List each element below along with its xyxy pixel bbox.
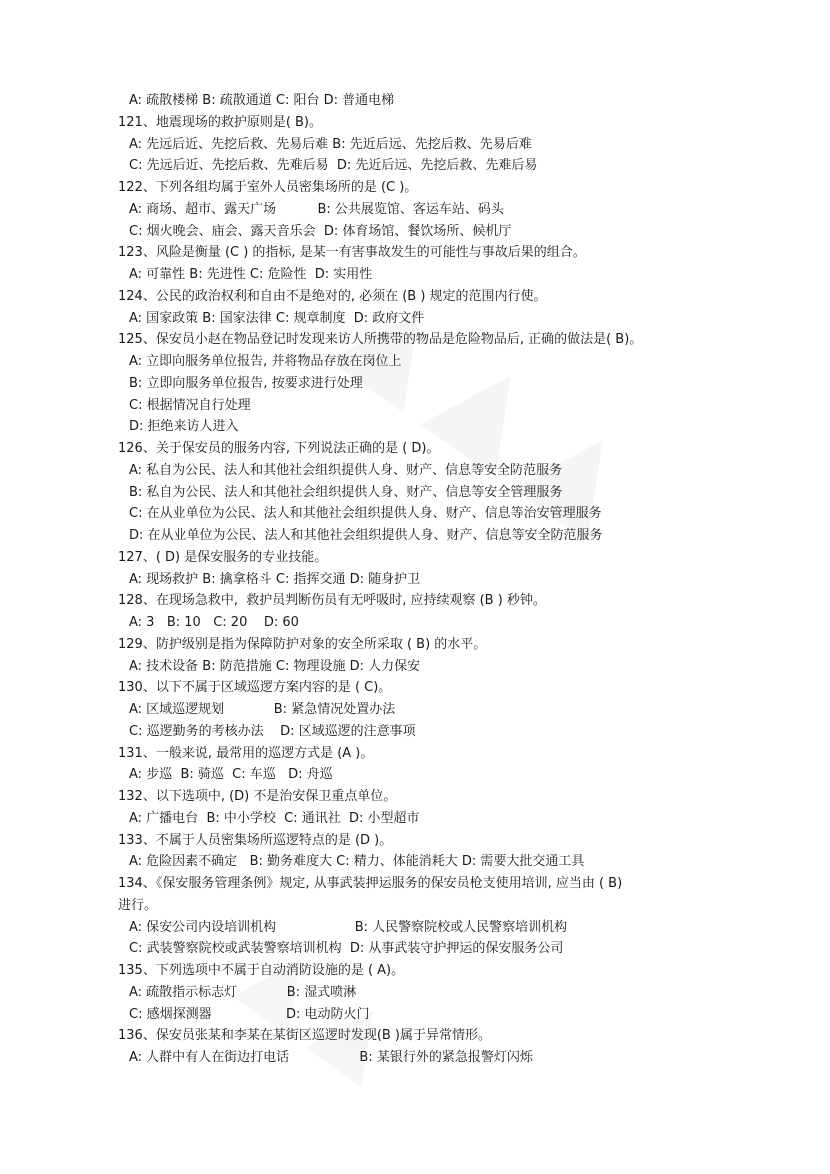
option-line: B: 立即向服务单位报告, 按要求进行处理 bbox=[129, 375, 363, 391]
option-line: A: 疏散楼梯 B: 疏散通道 C: 阳台 D: 普通电梯 bbox=[129, 93, 395, 108]
option-line: A: 技术设备 B: 防范措施 C: 物理设施 D: 人力保安 bbox=[129, 658, 421, 674]
option-line: C: 武装警察院校或武装警察培训机构 D: 从事武装守护押运的保安服务公司 bbox=[129, 941, 564, 957]
question-line: 131、一般来说, 最常用的巡逻方式是 (A )。 bbox=[118, 745, 374, 761]
option-line: C: 感烟探测器 D: 电动防火门 bbox=[129, 1006, 370, 1022]
question-line: 133、不属于人员密集场所巡逻特点的是 (D )。 bbox=[118, 832, 393, 848]
question-line: 135、下列选项中不属于自动消防设施的是 ( A)。 bbox=[118, 963, 405, 978]
option-line: C: 先远后近、先挖后救、先难后易 D: 先近后远、先挖后救、先难后易 bbox=[129, 158, 538, 174]
option-line: A: 3 B: 10 C: 20 D: 60 bbox=[129, 615, 299, 630]
document-body bbox=[118, 90, 818, 1069]
option-line: D: 拒绝来访人进入 bbox=[129, 419, 239, 435]
option-line: A: 步巡 B: 骑巡 C: 车巡 D: 舟巡 bbox=[129, 767, 333, 783]
option-line: A: 先远后近、先挖后救、先易后难 B: 先近后远、先挖后救、先易后难 bbox=[129, 136, 532, 152]
option-line: A: 疏散指示标志灯 B: 湿式喷淋 bbox=[129, 984, 357, 1000]
option-line: A: 现场救护 B: 擒拿格斗 C: 指挥交通 D: 随身护卫 bbox=[129, 571, 421, 587]
question-line: 123、风险是衡量 (C ) 的指标, 是某一有害事故发生的可能性与事故后果的组合。 bbox=[118, 245, 586, 261]
question-line: 进行。 bbox=[118, 897, 158, 913]
option-line: A: 私自为公民、法人和其他社会组织提供人身、财产、信息等安全防范服务 bbox=[129, 462, 563, 478]
option-line: A: 立即向服务单位报告, 并将物品存放在岗位上 bbox=[129, 354, 402, 369]
question-line: 122、下列各组均属于室外人员密集场所的是 (C )。 bbox=[118, 180, 418, 195]
question-line: 128、在现场急救中, 救护员判断伤员有无呼吸时, 应持续观察 (B ) 秒钟。 bbox=[118, 593, 546, 609]
question-line: 130、以下不属于区域巡逻方案内容的是 ( C)。 bbox=[118, 680, 392, 696]
question-line: 121、地震现场的救护原则是( B)。 bbox=[118, 114, 323, 130]
option-line: A: 商场、超市、露天广场 B: 公共展览馆、客运车站、码头 bbox=[129, 201, 504, 217]
option-line: A: 保安公司内设培训机构 B: 人民警察院校或人民警察培训机构 bbox=[129, 919, 568, 935]
question-line: 134、《保安服务管理条例》规定, 从事武装押运服务的保安员枪支使用培训, 应当由 ( B) bbox=[118, 876, 623, 891]
option-line: C: 烟火晚会、庙会、露天音乐会 D: 体育场馆、餐饮场所、候机厅 bbox=[129, 223, 512, 239]
option-line: C: 巡逻勤务的考核办法 D: 区域巡逻的注意事项 bbox=[129, 723, 416, 739]
option-line: B: 私自为公民、法人和其他社会组织提供人身、财产、信息等安全管理服务 bbox=[129, 484, 563, 500]
option-line: A: 区域巡逻规划 B: 紧急情况处置办法 bbox=[129, 702, 396, 717]
option-line: C: 根据情况自行处理 bbox=[129, 397, 251, 413]
question-line: 124、公民的政治权利和自由不是绝对的, 必须在 (B ) 规定的范围内行使。 bbox=[118, 288, 547, 304]
option-line: A: 人群中有人在街边打电话 B: 某银行外的紧急报警灯闪烁 bbox=[129, 1050, 533, 1065]
question-line: 125、保安员小赵在物品登记时发现来访人所携带的物品是危险物品后, 正确的做法是( B)。 bbox=[118, 332, 643, 348]
question-line: 136、保安员张某和李某在某街区巡逻时发现(B )属于异常情形。 bbox=[118, 1028, 492, 1044]
question-line: 132、以下选项中, (D) 不是治安保卫重点单位。 bbox=[118, 789, 397, 804]
option-line: C: 在从业单位为公民、法人和其他社会组织提供人身、财产、信息等治安管理服务 bbox=[129, 506, 602, 522]
option-line: A: 国家政策 B: 国家法律 C: 规章制度 D: 政府文件 bbox=[129, 310, 425, 326]
option-line: A: 可靠性 B: 先进性 C: 危险性 D: 实用性 bbox=[129, 267, 373, 282]
question-line: 129、防护级别是指为保障防护对象的安全所采取 ( B) 的水平。 bbox=[118, 636, 487, 652]
option-line: A: 广播电台 B: 中小学校 C: 通讯社 D: 小型超市 bbox=[129, 810, 420, 826]
option-line: D: 在从业单位为公民、法人和其他社会组织提供人身、财产、信息等安全防范服务 bbox=[129, 528, 603, 543]
question-line: 126、关于保安员的服务内容, 下列说法正确的是 ( D)。 bbox=[118, 441, 440, 456]
option-line: A: 危险因素不确定 B: 勤务难度大 C: 精力、体能消耗大 D: 需要大批交通工具 bbox=[129, 854, 585, 870]
question-line: 127、( D) 是保安服务的专业技能。 bbox=[118, 549, 328, 565]
